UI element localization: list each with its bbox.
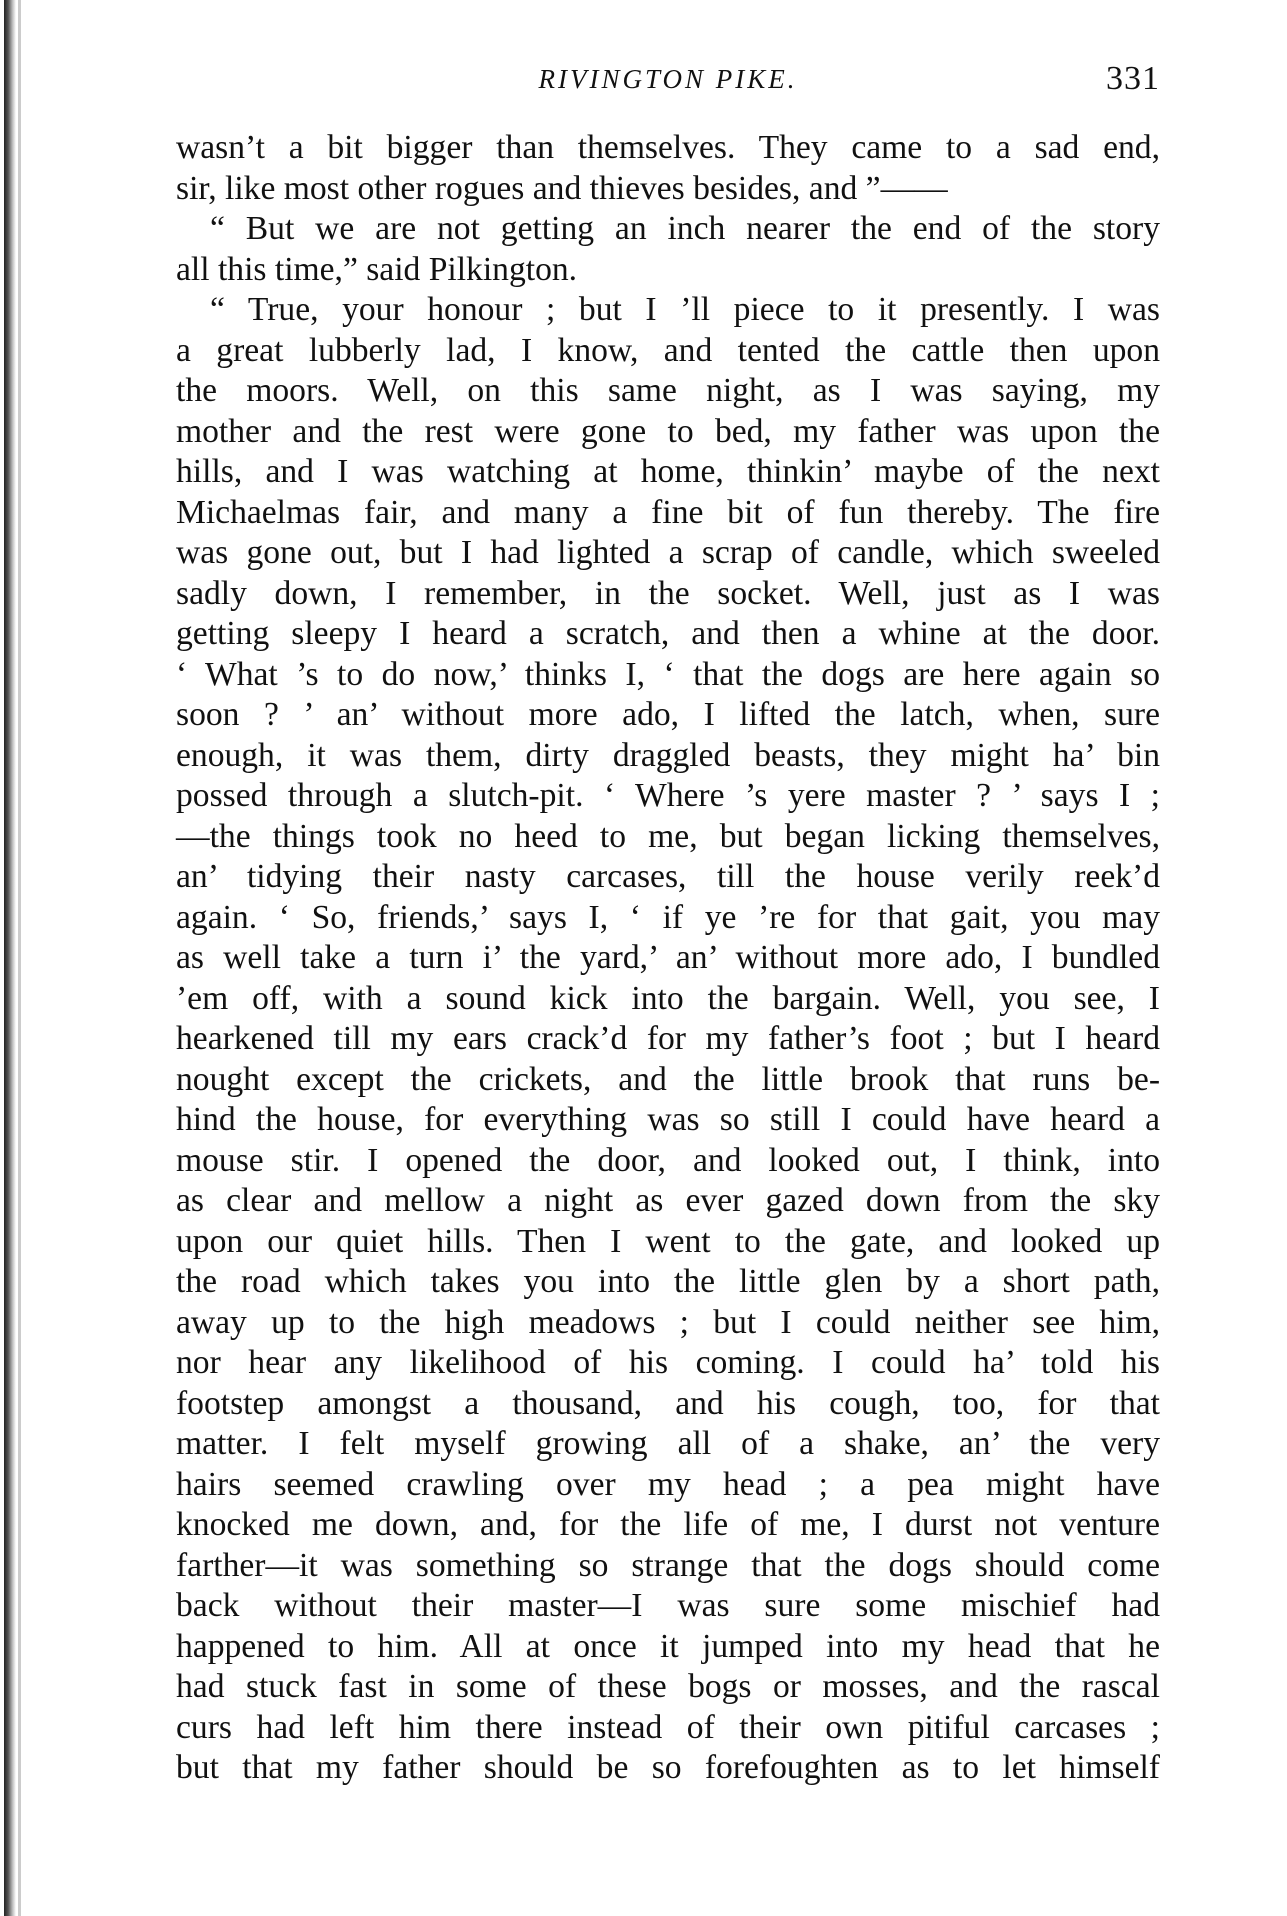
text-line: wasn’t a bit bigger than themselves. They came to a sad end, [176,129,1160,166]
text-line: matter. I felt myself growing all of a shake, an’ the very [176,1425,1160,1462]
text-line: ‘ What ’s to do now,’ thinks I, ‘ that the dogs are here again so [176,655,1160,693]
page-number: 331 [1106,60,1160,97]
text-line: sir, like most other rogues and thieves besides, and ”—— [176,169,948,207]
text-line: away up to the high meadows ; but I could neither see him, [176,1303,1160,1341]
book-page [176,60,1160,1789]
text-line: upon our quiet hills. Then I went to the gate, and looked up [176,1222,1160,1260]
text-line: mouse stir. I opened the door, and looked out, I think, into [176,1141,1160,1179]
text-line: was gone out, but I had lighted a scrap of candle, which sweeled [176,534,1160,571]
text-line: enough, it was them, dirty draggled beasts, they might ha’ bin [176,736,1160,774]
binding-edge [4,0,16,1916]
text-line: but that my father should be so forefoughten as to let himself [176,1749,1160,1786]
text-line: the moors. Well, on this same night, as I was saying, my [176,372,1160,409]
text-line: knocked me down, and, for the life of me, I durst not venture [176,1506,1160,1543]
text-line: as well take a turn i’ the yard,’ an’ without more ado, I bundled [176,939,1160,976]
text-line: Michaelmas fair, and many a fine bit of fun thereby. The fire [176,493,1160,531]
text-line: “ True, your honour ; but I ’ll piece to it presently. I was [210,291,1160,328]
text-line: back without their master—I was sure some mischief had [176,1587,1160,1624]
text-line: possed through a slutch-pit. ‘ Where ’s yere master ? ’ says I ; [176,777,1160,814]
text-line: an’ tidying their nasty carcases, till the house verily reek’d [176,858,1160,895]
text-line: mother and the rest were gone to bed, my father was upon the [176,412,1160,450]
text-line: had stuck fast in some of these bogs or mosses, and the rascal [176,1668,1160,1705]
text-line: hairs seemed crawling over my head ; a pea might have [176,1465,1160,1503]
text-line: ’em off, with a sound kick into the bargain. Well, you see, I [176,979,1160,1017]
text-line: curs had left him there instead of their own pitiful carcases ; [176,1708,1160,1746]
text-line: getting sleepy I heard a scratch, and then a whine at the door. [176,615,1160,652]
binding-shadow [18,0,21,1916]
text-line: nought except the crickets, and the little brook that runs be- [176,1060,1160,1098]
text-line: hind the house, for everything was so still I could have heard a [176,1101,1160,1138]
text-line: happened to him. All at once it jumped into my head that he [176,1627,1160,1665]
text-line: a great lubberly lad, I know, and tented the cattle then upon [176,331,1160,369]
text-line: footstep amongst a thousand, and his cough, too, for that [176,1384,1160,1422]
text-line: all this time,” said Pilkington. [176,250,578,288]
text-line: —the things took no heed to me, but began licking themselves, [176,817,1160,855]
text-line: soon ? ’ an’ without more ado, I lifted the latch, when, sure [176,696,1160,733]
text-line: nor hear any likelihood of his coming. I could ha’ told his [176,1344,1160,1381]
text-line: farther—it was something so strange that the dogs should come [176,1546,1160,1584]
text-line: again. ‘ So, friends,’ says I, ‘ if ye ’re for that gait, you may [176,898,1160,936]
running-title: RIVINGTON PIKE. [538,64,798,94]
text-line: “ But we are not getting an inch nearer the end of the story [210,210,1160,247]
text-line: the road which takes you into the little glen by a short path, [176,1263,1160,1300]
text-line: as clear and mellow a night as ever gazed down from the sky [176,1182,1160,1219]
body-text [176,128,1160,1789]
text-line: hills, and I was watching at home, thinkin’ maybe of the next [176,453,1160,490]
text-line: hearkened till my ears crack’d for my father’s foot ; but I heard [176,1020,1160,1057]
text-line: sadly down, I remember, in the socket. Well, just as I was [176,574,1160,612]
page-header [176,60,1160,116]
